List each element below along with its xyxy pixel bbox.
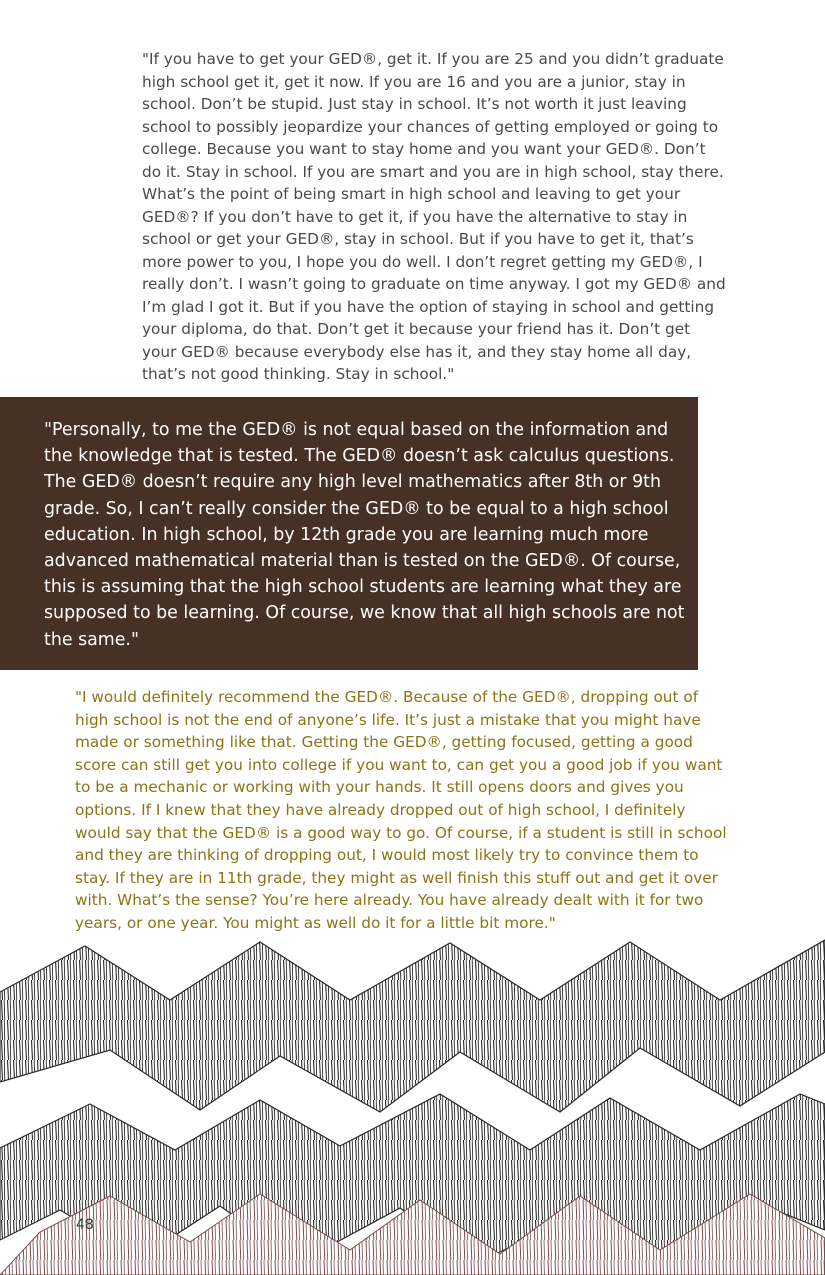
quote-text-1: "If you have to get your GED®, get it. If you are 25 and you didn’t graduate high school get it, get it now. If you are 16 and you are a junior, stay in school. Don’t be stupid. Just stay in school. It’s not worth it just leaving school to possibly jeopardize your chances of getting employed or going to college. Because you want to stay home and you want your GED®. Don’t do it. Stay in school. If you are smart and you are in high school, stay there. What’s the point of being smart in high school and leaving to get your GED®? If you don’t have to get it, if you have the alternative to stay in school or get your GED®, stay in school. But if you have to get it, that’s more power to you, I hope you do well. I don’t regret getting my GED®, I really don’t. I wasn’t going to graduate on time anyway. I got my GED® and I’m glad I got it. But if you have the option of staying in school and getting your diploma, do that. Don’t get it because your friend has it. Don’t get your GED® because everybody else has it, and they stay home all day, that’s not good thinking. Stay in school." xyxy=(142,50,726,383)
quote-text-3: "I would definitely recommend the GED®. Because of the GED®, dropping out of high school is not the end of anyone’s life. It’s just a mistake that you might have made or something like that. Getting the GED®, getting focused, getting a good score can still get you into college if you want to, can get you a good job if you want to be a mechanic or working with your hands. It still opens doors and gives you options. If I knew that they have already dropped out of high school, I definitely would say that the GED® is a good way to go. Of course, if a student is still in school and they are thinking of dropping out, I would most likely try to convince them to stay. If they are in 11th grade, they might as well finish this stuff out and get it over with. What’s the sense? You’re here already. You have already dealt with it for two years, or one year. You might as well do it for a little bit more." xyxy=(75,688,727,932)
chevron-band-top xyxy=(0,940,825,1112)
chevron-illustration xyxy=(0,938,825,1275)
highlighted-quote-box xyxy=(0,397,698,670)
quote-text-2: "Personally, to me the GED® is not equal based on the information and the knowledge that is tested. The GED® doesn’t ask calculus questions. The GED® doesn’t require any high level mathematics after 8th or 9th grade. So, I can’t really consider the GED® to be equal to a high school education. In high school, by 12th grade you are learning much more advanced mathematical material than is tested on the GED®. Of course, this is assuming that the high school students are learning what they are supposed to be learning. Of course, we know that all high schools are not the same." xyxy=(44,420,685,650)
page-number: 48 xyxy=(76,1217,94,1233)
